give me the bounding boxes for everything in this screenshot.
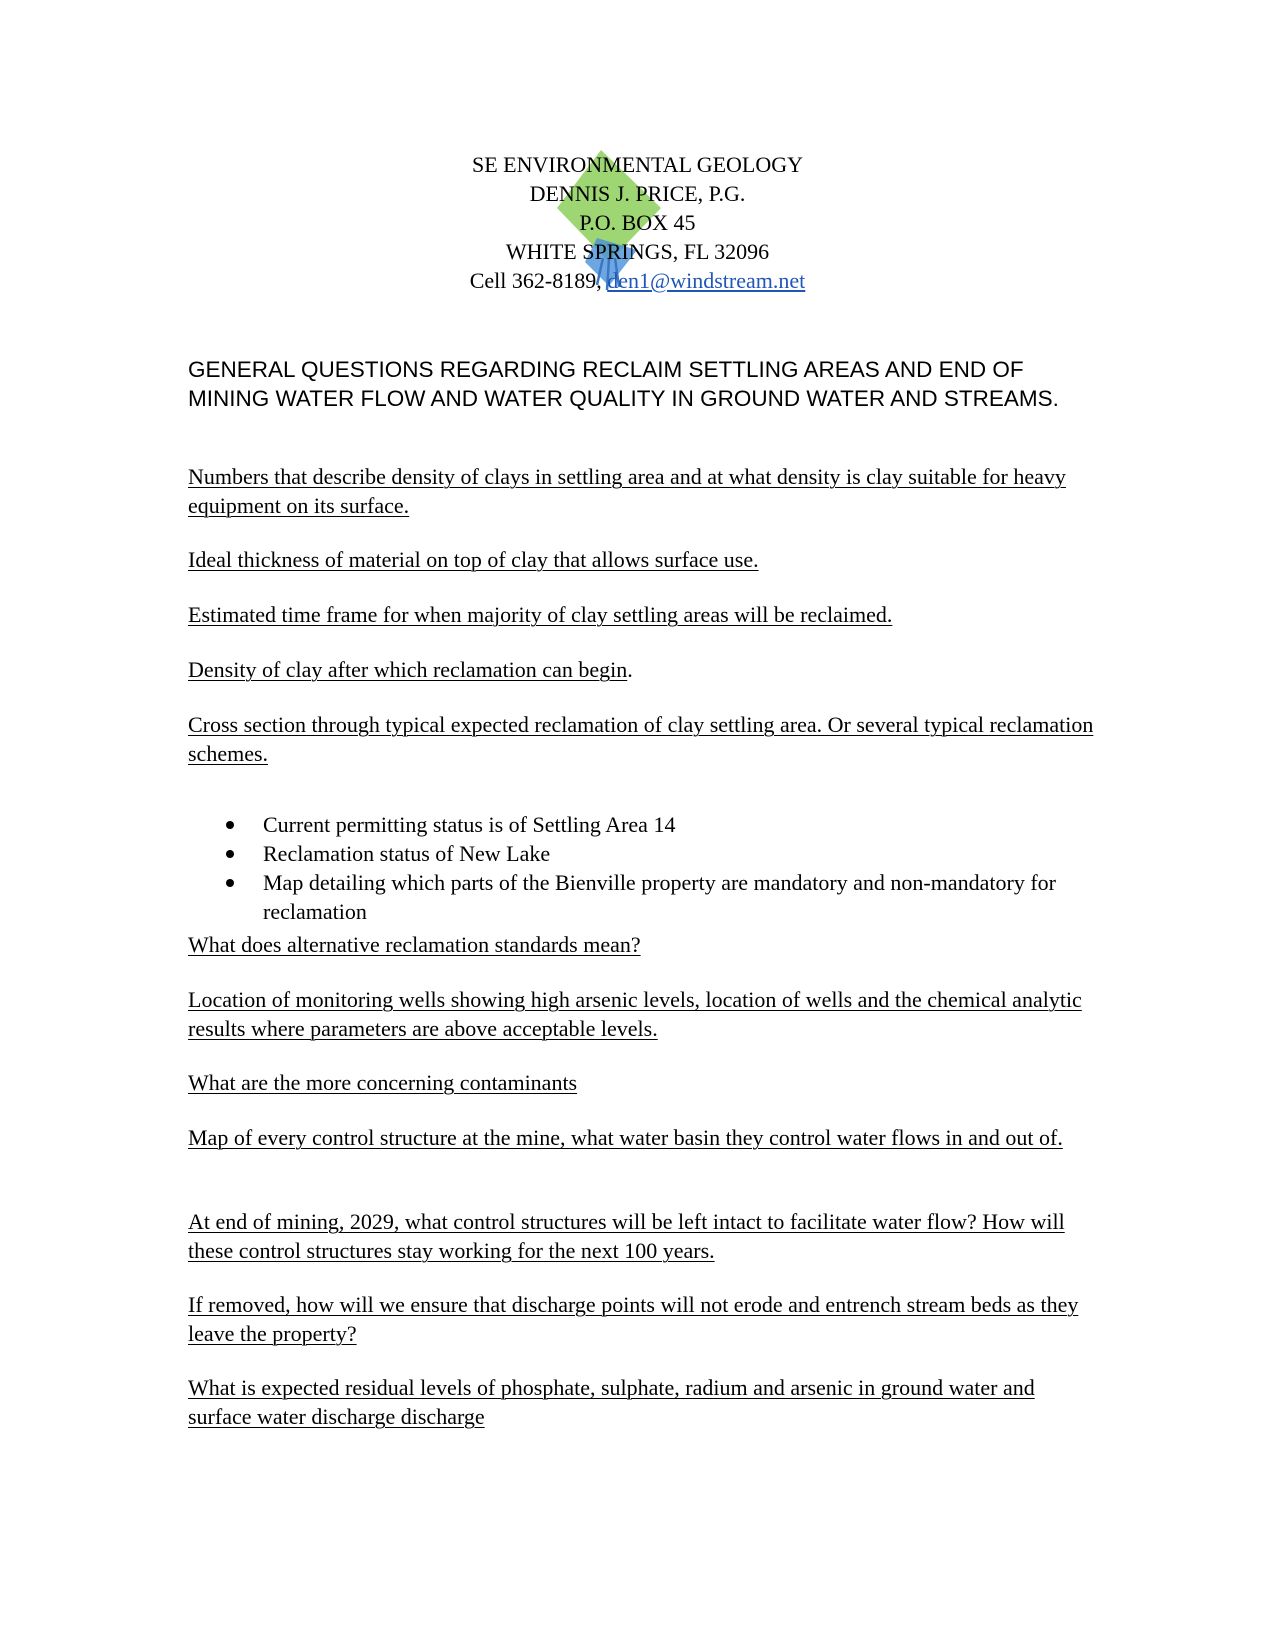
question-12	[188, 1373, 1098, 1431]
question-10	[188, 1207, 1098, 1265]
question-1	[188, 462, 1098, 520]
question-text: Numbers that describe density of clays in settling area and at what density is clay suitable for heavy equipment on its surface.	[188, 464, 1066, 518]
bullet-icon	[226, 821, 234, 829]
email-link[interactable]: den1@windstream.net	[607, 268, 806, 293]
question-text: Map of every control structure at the mine, what water basin they control water flows in and out of.	[188, 1125, 1063, 1150]
list-item	[188, 839, 1088, 868]
question-11	[188, 1290, 1098, 1348]
list-item	[188, 868, 1088, 926]
company-name: SE ENVIRONMENTAL GEOLOGY	[471, 152, 804, 177]
question-5	[188, 710, 1098, 768]
question-text: What is expected residual levels of phosphate, sulphate, radium and arsenic in ground water and surface water discharge discharge	[188, 1375, 1035, 1429]
question-6	[188, 930, 1098, 959]
question-2	[188, 545, 1098, 574]
question-text: If removed, how will we ensure that discharge points will not erode and entrench stream beds as they leave the property?	[188, 1292, 1079, 1346]
bullet-icon	[226, 850, 234, 858]
question-text: What are the more concerning contaminants	[188, 1070, 578, 1095]
question-4	[188, 655, 1098, 684]
bullet-text: Map detailing which parts of the Bienville property are mandatory and non-mandatory for reclamation	[263, 870, 1056, 924]
question-8	[188, 1068, 1098, 1097]
question-text: At end of mining, 2029, what control structures will be left intact to facilitate water flow? How will these control structures stay working for the next 100 years.	[188, 1209, 1065, 1263]
contact-line	[0, 266, 1275, 295]
question-7	[188, 985, 1098, 1043]
po-box: P.O. BOX 45	[579, 210, 696, 235]
bullet-text: Current permitting status is of Settling Area 14	[263, 812, 676, 837]
phone-number: Cell 362-8189,	[469, 268, 608, 293]
bullet-list	[188, 810, 1088, 926]
city-state-zip: WHITE SPRINGS, FL 32096	[505, 239, 770, 264]
question-text: Cross section through typical expected reclamation of clay settling area. Or several typical reclamation schemes.	[188, 712, 1094, 766]
question-text: Location of monitoring wells showing high arsenic levels, location of wells and the chemical analytic results where parameters are above acceptable levels.	[188, 987, 1082, 1041]
contact-name: DENNIS J. PRICE, P.G.	[529, 181, 746, 206]
question-3	[188, 600, 1098, 629]
question-9	[188, 1123, 1098, 1152]
list-item	[188, 810, 1088, 839]
bullet-icon	[226, 879, 234, 887]
letterhead	[0, 150, 1275, 295]
question-suffix: .	[627, 657, 633, 682]
question-text: Density of clay after which reclamation can begin	[188, 657, 628, 682]
question-text: Estimated time frame for when majority of clay settling areas will be reclaimed.	[188, 602, 893, 627]
question-text: What does alternative reclamation standards mean?	[188, 932, 641, 957]
question-text: Ideal thickness of material on top of clay that allows surface use.	[188, 547, 759, 572]
document-heading: GENERAL QUESTIONS REGARDING RECLAIM SETTLING AREAS AND END OF MINING WATER FLOW AND WATER QUALITY IN GROUND WATER AND STREAMS.	[188, 357, 1059, 411]
bullet-text: Reclamation status of New Lake	[263, 841, 551, 866]
